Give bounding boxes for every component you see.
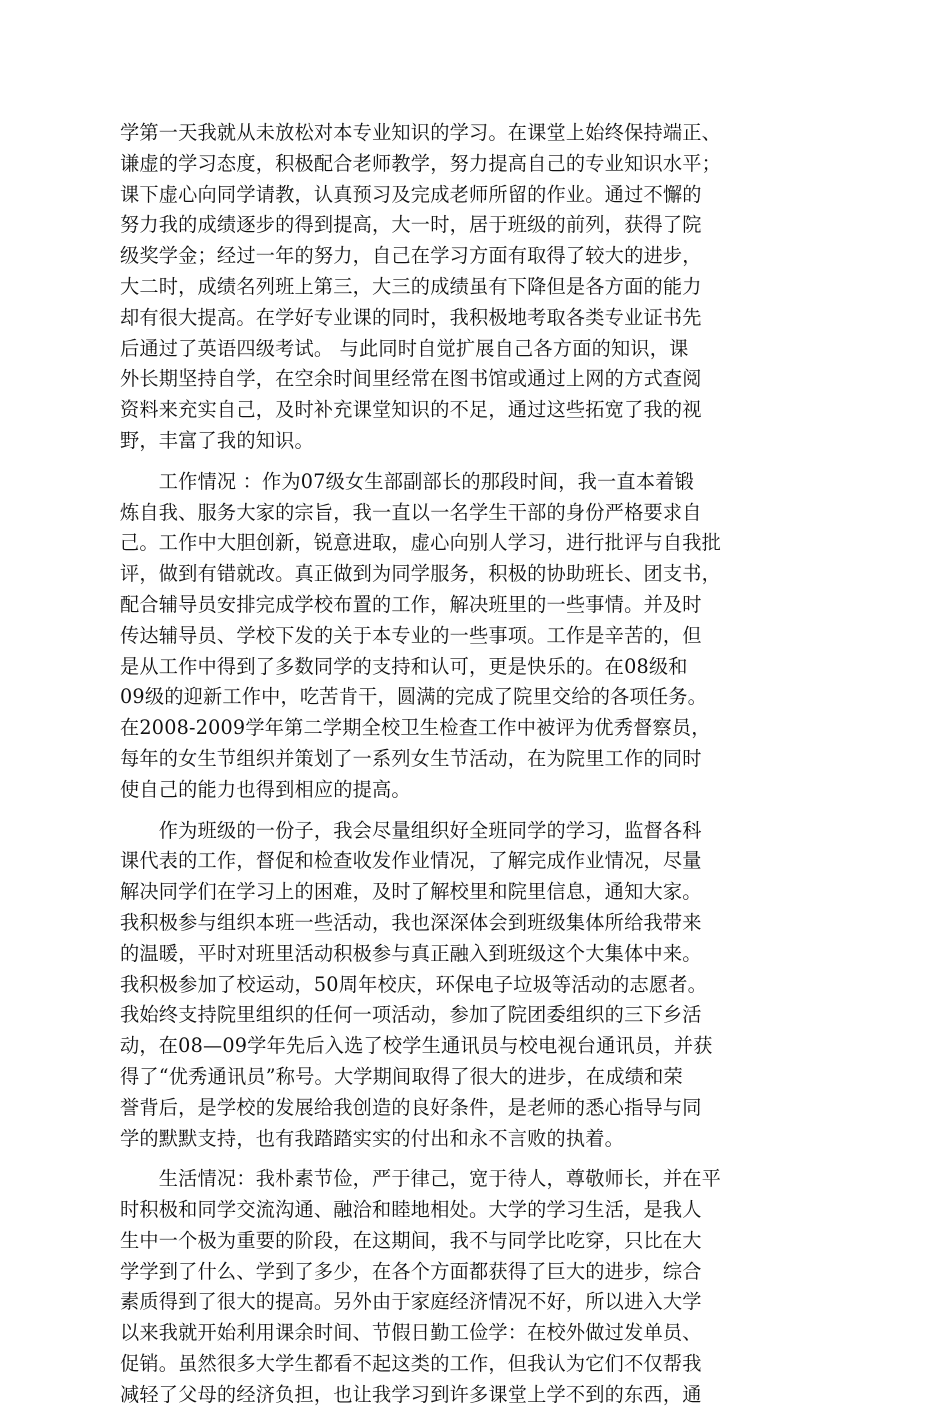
text-line: 野，丰富了我的知识。 — [120, 428, 314, 452]
text-line: 评，做到有错就改。真正做到为同学服务，积极的协助班长、团支书， — [120, 562, 722, 586]
text-line: 动，在08—09学年先后入选了校学生通讯员与校电视台通讯员，并获 — [120, 1034, 713, 1058]
text-line: 每年的女生节组织并策划了一系列女生节活动，在为院里工作的同时 — [120, 746, 702, 770]
text-line: 使自己的能力也得到相应的提高。 — [120, 777, 411, 801]
text-line: 外长期坚持自学，在空余时间里经常在图书馆或通过上网的方式查阅 — [120, 367, 702, 391]
text-line: 大二时，成绩名列班上第三，大三的成绩虽有下降但是各方面的能力 — [120, 274, 702, 298]
text-line: 的温暖，平时对班里活动积极参与真正融入到班级这个大集体中来。 — [120, 941, 702, 965]
text-line: 以来我就开始利用课余时间、节假日勤工俭学：在校外做过发单员、 — [120, 1321, 702, 1345]
text-line: 得了“优秀通讯员”称号。大学期间取得了很大的进步，在成绩和荣 — [120, 1064, 683, 1088]
text-line: 誉背后，是学校的发展给我创造的良好条件，是老师的悉心指导与同 — [120, 1095, 702, 1119]
text-line: 减轻了父母的经济负担，也让我学习到许多课堂上学不到的东西，通 — [120, 1382, 702, 1406]
paragraph-study — [120, 118, 826, 457]
text-line: 配合辅导员安排完成学校布置的工作，解决班里的一些事情。并及时 — [120, 592, 702, 616]
text-line: 我积极参加了校运动，50周年校庆，环保电子垃圾等活动的志愿者。 — [120, 972, 708, 996]
text-line: 学第一天我就从未放松对本专业知识的学习。在课堂上始终保持端正、 — [120, 121, 722, 144]
paragraph-work — [120, 467, 826, 806]
text-line: 己。工作中大胆创新，锐意进取，虚心向别人学习，进行批评与自我批 — [120, 531, 722, 555]
text-line: 课代表的工作，督促和检查收发作业情况，了解完成作业情况，尽量 — [120, 849, 702, 873]
text-line: 资料来充实自己，及时补充课堂知识的不足，通过这些拓宽了我的视 — [120, 398, 702, 422]
text-line: 时积极和同学交流沟通、融洽和睦地相处。大学的学习生活，是我人 — [120, 1198, 702, 1222]
text-line: 09级的迎新工作中，吃苦肯干，圆满的完成了院里交给的各项任务。 — [120, 685, 708, 709]
paragraph-class-member — [120, 816, 826, 1155]
text-line: 是从工作中得到了多数同学的支持和认可，更是快乐的。在08级和 — [120, 654, 688, 678]
text-line: 解决同学们在学习上的困难，及时了解校里和院里信息，通知大家。 — [120, 880, 702, 904]
text-line: 炼自我、服务大家的宗旨，我一直以一名学生干部的身份严格要求自 — [120, 500, 702, 524]
text-line: 努力我的成绩逐步的得到提高，大一时，居于班级的前列，获得了院 — [120, 213, 702, 237]
text-line: 生活情况：我朴素节俭，严于律己，宽于待人，尊敬师长，并在平 — [120, 1167, 722, 1191]
text-line: 学学到了什么、学到了多少，在各个方面都获得了巨大的进步，综合 — [120, 1259, 702, 1283]
paragraph-life — [120, 1164, 826, 1410]
text-line: 在2008-2009学年第二学期全校卫生检查工作中被评为优秀督察员， — [120, 716, 711, 740]
text-line: 促销。虽然很多大学生都看不起这类的工作，但我认为它们不仅帮我 — [120, 1352, 702, 1376]
text-line: 传达辅导员、学校下发的关于本专业的一些事项。工作是辛苦的，但 — [120, 623, 702, 647]
text-line: 工作情况 ：作为07级女生部副部长的那段时间，我一直本着锻 — [120, 469, 694, 493]
text-line: 学的默默支持，也有我踏踏实实的付出和永不言败的执着。 — [120, 1126, 625, 1150]
text-line: 课下虚心向同学请教，认真预习及完成老师所留的作业。通过不懈的 — [120, 182, 702, 206]
text-line: 生中一个极为重要的阶段，在这期间，我不与同学比吃穿，只比在大 — [120, 1228, 702, 1252]
text-line: 作为班级的一份子，我会尽量组织好全班同学的学习，监督各科 — [120, 818, 702, 842]
text-line: 我始终支持院里组织的任何一项活动，参加了院团委组织的三下乡活 — [120, 1003, 702, 1027]
text-line: 级奖学金；经过一年的努力，自己在学习方面有取得了较大的进步， — [120, 244, 702, 268]
text-line: 素质得到了很大的提高。另外由于家庭经济情况不好，所以进入大学 — [120, 1290, 702, 1314]
text-line: 后通过了英语四级考试。 与此同时自觉扩展自己各方面的知识，课 — [120, 336, 689, 360]
text-line: 谦虚的学习态度，积极配合老师教学，努力提高自己的专业知识水平； — [120, 151, 722, 175]
document-body — [120, 118, 826, 1421]
text-line: 我积极参与组织本班一些活动，我也深深体会到班级集体所给我带来 — [120, 910, 702, 934]
text-line: 却有很大提高。在学好专业课的同时，我积极地考取各类专业证书先 — [120, 305, 702, 329]
